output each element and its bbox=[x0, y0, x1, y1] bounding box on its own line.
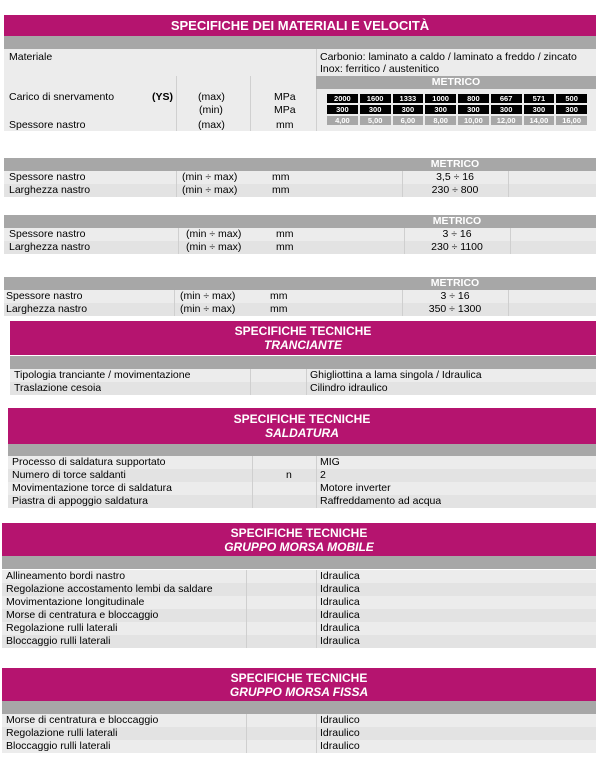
ys-cell-ys_max: 667 bbox=[491, 94, 522, 103]
row-value: 230 ÷ 800 bbox=[431, 184, 479, 196]
row-unit: mm bbox=[276, 228, 294, 240]
row-label: Tipologia tranciante / movimentazione bbox=[14, 369, 191, 381]
table-row bbox=[8, 469, 596, 482]
divider bbox=[508, 303, 509, 316]
divider bbox=[508, 290, 509, 303]
divider bbox=[252, 469, 253, 482]
metrico-header: METRICO bbox=[316, 76, 596, 89]
row-label: Morse di centratura e bloccaggio bbox=[6, 609, 159, 621]
divider bbox=[316, 583, 317, 596]
divider bbox=[246, 583, 247, 596]
gray-bar bbox=[10, 356, 596, 369]
ys-cell-ys_max: 571 bbox=[524, 94, 555, 103]
divider bbox=[246, 740, 247, 753]
row-value: 350 ÷ 1300 bbox=[428, 303, 482, 315]
ys-cell-ys_min: 300 bbox=[491, 105, 522, 114]
ys-cell-ys_min: 300 bbox=[327, 105, 358, 114]
divider bbox=[306, 382, 307, 395]
materiale-label: Materiale bbox=[9, 51, 53, 63]
row-label: Regolazione rulli laterali bbox=[6, 622, 118, 634]
table-row bbox=[2, 727, 596, 740]
ys-cell-ys_min: 300 bbox=[425, 105, 456, 114]
divider bbox=[316, 609, 317, 622]
table-row bbox=[2, 583, 596, 596]
row-range: (min ÷ max) bbox=[182, 184, 238, 196]
row-label: Larghezza nastro bbox=[6, 303, 88, 315]
divider bbox=[250, 369, 251, 382]
carico-min: (min) bbox=[199, 104, 223, 116]
table-row bbox=[4, 184, 596, 197]
divider bbox=[176, 171, 177, 184]
row-range: (min ÷ max) bbox=[186, 228, 242, 240]
ys-cell-ys_min: 300 bbox=[524, 105, 555, 114]
row-label: Traslazione cesoia bbox=[14, 382, 102, 394]
divider bbox=[316, 635, 317, 648]
table-row bbox=[4, 228, 596, 241]
divider bbox=[316, 469, 317, 482]
table-row bbox=[10, 369, 596, 382]
divider bbox=[402, 303, 403, 316]
divider bbox=[316, 482, 317, 495]
divider bbox=[508, 171, 509, 184]
carico-unit-max: MPa bbox=[274, 91, 296, 103]
row-value: Motore inverter bbox=[320, 482, 391, 494]
row-value: Idraulico bbox=[320, 740, 360, 752]
row-label: Bloccaggio rulli laterali bbox=[6, 635, 111, 647]
metrico-header: METRICO bbox=[402, 277, 508, 290]
divider bbox=[246, 635, 247, 648]
divider bbox=[246, 596, 247, 609]
materiale-value-inox: Inox: ferritico / austenitico bbox=[320, 63, 440, 75]
table-row bbox=[8, 482, 596, 495]
divider bbox=[174, 303, 175, 316]
spessore-unit: mm bbox=[276, 119, 294, 131]
table-row bbox=[8, 495, 596, 508]
gray-bar bbox=[4, 36, 596, 49]
ys-cell-thick: 5,00 bbox=[360, 116, 391, 125]
row-value: Idraulica bbox=[320, 609, 360, 621]
title-line2: SALDATURA bbox=[265, 426, 339, 440]
divider bbox=[404, 228, 405, 241]
ys-cell-thick: 8,00 bbox=[425, 116, 456, 125]
row-range: (min ÷ max) bbox=[180, 290, 236, 302]
row-label: Larghezza nastro bbox=[9, 184, 91, 196]
title-line2: TRANCIANTE bbox=[264, 338, 342, 352]
section-title-morsa-mobile bbox=[2, 523, 596, 556]
row-value: Cilindro idraulico bbox=[310, 382, 388, 394]
divider bbox=[246, 622, 247, 635]
divider bbox=[176, 184, 177, 197]
row-unit: mm bbox=[270, 290, 288, 302]
ys-cell-ys_min: 300 bbox=[556, 105, 587, 114]
table-row bbox=[2, 740, 596, 753]
table-row bbox=[4, 171, 596, 184]
row-value: 230 ÷ 1100 bbox=[431, 241, 483, 253]
carico-label: Carico di snervamento bbox=[9, 91, 115, 103]
row-label: Regolazione rulli laterali bbox=[6, 727, 118, 739]
table-row bbox=[8, 456, 596, 469]
row-value: MIG bbox=[320, 456, 340, 468]
ys-cell-ys_min: 300 bbox=[360, 105, 391, 114]
table-row bbox=[2, 622, 596, 635]
divider bbox=[178, 241, 179, 254]
ys-cell-thick: 12,00 bbox=[491, 116, 522, 125]
divider bbox=[246, 714, 247, 727]
row-value: Idraulico bbox=[320, 727, 360, 739]
divider bbox=[510, 241, 511, 254]
divider bbox=[306, 369, 307, 382]
section-title-tranciante bbox=[10, 321, 596, 355]
table-row bbox=[2, 635, 596, 648]
row-label: Piastra di appoggio saldatura bbox=[12, 495, 149, 507]
divider bbox=[252, 456, 253, 469]
divider bbox=[246, 609, 247, 622]
row-label: Processo di saldatura supportato bbox=[12, 456, 166, 468]
metrico-header: METRICO bbox=[402, 158, 508, 171]
row-label: Bloccaggio rulli laterali bbox=[6, 740, 111, 752]
row-unit: mm bbox=[270, 303, 288, 315]
row-label: Regolazione accostamento lembi da saldare bbox=[6, 583, 213, 595]
section-title-materials: SPECIFICHE DEI MATERIALI E VELOCITÀ bbox=[4, 15, 596, 36]
divider bbox=[402, 290, 403, 303]
divider bbox=[250, 76, 251, 131]
table-row bbox=[2, 609, 596, 622]
row-unit: mm bbox=[272, 171, 290, 183]
ys-cell-ys_min: 300 bbox=[393, 105, 424, 114]
row-label: Movimentazione longitudinale bbox=[6, 596, 145, 608]
row-value: Idraulica bbox=[320, 635, 360, 647]
title-line1: SPECIFICHE TECNICHE bbox=[233, 412, 371, 426]
row-mid: n bbox=[286, 469, 292, 481]
ys-cell-ys_max: 1000 bbox=[425, 94, 456, 103]
divider bbox=[176, 76, 177, 131]
divider bbox=[246, 727, 247, 740]
materiale-value-carbon: Carbonio: laminato a caldo / laminato a freddo / zincato bbox=[320, 51, 577, 63]
table-row bbox=[2, 570, 596, 583]
section-title-saldatura bbox=[8, 408, 596, 444]
spessore-max: (max) bbox=[198, 119, 225, 131]
divider bbox=[316, 570, 317, 583]
row-value: 2 bbox=[320, 469, 326, 481]
row-range: (min ÷ max) bbox=[186, 241, 242, 253]
table-row bbox=[4, 290, 596, 303]
ys-cell-thick: 16,00 bbox=[556, 116, 587, 125]
row-value: Idraulica bbox=[320, 583, 360, 595]
row-label: Allineamento bordi nastro bbox=[6, 570, 126, 582]
divider bbox=[316, 495, 317, 508]
title-line1: SPECIFICHE TECNICHE bbox=[230, 526, 368, 540]
row-value: Raffreddamento ad acqua bbox=[320, 495, 442, 507]
divider bbox=[508, 184, 509, 197]
divider bbox=[316, 596, 317, 609]
carico-abbr: (YS) bbox=[152, 91, 173, 103]
ys-cell-ys_max: 2000 bbox=[327, 94, 358, 103]
gray-bar bbox=[2, 556, 596, 569]
row-label: Movimentazione torce di saldatura bbox=[12, 482, 172, 494]
divider bbox=[316, 622, 317, 635]
title-line1: SPECIFICHE TECNICHE bbox=[230, 671, 368, 685]
divider bbox=[174, 290, 175, 303]
divider bbox=[510, 228, 511, 241]
row-range: (min ÷ max) bbox=[180, 303, 236, 315]
metrico-header: METRICO bbox=[404, 215, 510, 228]
divider bbox=[252, 482, 253, 495]
row-range: (min ÷ max) bbox=[182, 171, 238, 183]
row-value: Idraulica bbox=[320, 622, 360, 634]
divider bbox=[250, 382, 251, 395]
divider bbox=[316, 740, 317, 753]
divider bbox=[178, 228, 179, 241]
row-label: Numero di torce saldanti bbox=[12, 469, 126, 481]
ys-cell-ys_max: 1333 bbox=[393, 94, 424, 103]
row-unit: mm bbox=[276, 241, 294, 253]
title-line1: SPECIFICHE TECNICHE bbox=[234, 324, 372, 338]
row-value: 3 ÷ 16 bbox=[442, 228, 472, 240]
ys-cell-ys_max: 500 bbox=[556, 94, 587, 103]
row-label: Spessore nastro bbox=[6, 290, 83, 302]
section-title-morsa-fissa bbox=[2, 668, 596, 701]
carico-unit-min: MPa bbox=[274, 104, 296, 116]
row-label: Larghezza nastro bbox=[9, 241, 91, 253]
divider bbox=[316, 49, 317, 131]
divider bbox=[252, 495, 253, 508]
row-label: Morse di centratura e bloccaggio bbox=[6, 714, 159, 726]
title-line2: GRUPPO MORSA FISSA bbox=[229, 685, 369, 699]
ys-cell-ys_max: 1600 bbox=[360, 94, 391, 103]
ys-cell-thick: 6,00 bbox=[393, 116, 424, 125]
ys-number-grid bbox=[326, 94, 588, 127]
row-unit: mm bbox=[272, 184, 290, 196]
row-value: Idraulico bbox=[320, 714, 360, 726]
row-label: Spessore nastro bbox=[9, 228, 86, 240]
ys-cell-ys_max: 800 bbox=[458, 94, 489, 103]
table-row bbox=[4, 241, 596, 254]
divider bbox=[402, 171, 403, 184]
row-value: Ghigliottina a lama singola / Idraulica bbox=[310, 369, 482, 381]
row-value: 3 ÷ 16 bbox=[440, 290, 470, 302]
divider bbox=[402, 184, 403, 197]
gray-bar bbox=[2, 701, 596, 714]
row-label: Spessore nastro bbox=[9, 171, 86, 183]
table-row bbox=[4, 303, 596, 316]
divider bbox=[316, 714, 317, 727]
ys-cell-thick: 14,00 bbox=[524, 116, 555, 125]
title-line2: GRUPPO MORSA MOBILE bbox=[224, 540, 374, 554]
row-value: 3,5 ÷ 16 bbox=[436, 171, 474, 183]
row-value: Idraulica bbox=[320, 570, 360, 582]
divider bbox=[246, 570, 247, 583]
gray-bar bbox=[8, 444, 596, 456]
divider bbox=[316, 456, 317, 469]
table-row bbox=[2, 596, 596, 609]
table-row bbox=[10, 382, 596, 395]
table-row bbox=[2, 714, 596, 727]
ys-cell-ys_min: 300 bbox=[458, 105, 489, 114]
divider bbox=[404, 241, 405, 254]
ys-cell-thick: 4,00 bbox=[327, 116, 358, 125]
row-value: Idraulica bbox=[320, 596, 360, 608]
carico-max: (max) bbox=[198, 91, 225, 103]
ys-cell-thick: 10,00 bbox=[458, 116, 489, 125]
spessore-label: Spessore nastro bbox=[9, 119, 86, 131]
divider bbox=[316, 727, 317, 740]
